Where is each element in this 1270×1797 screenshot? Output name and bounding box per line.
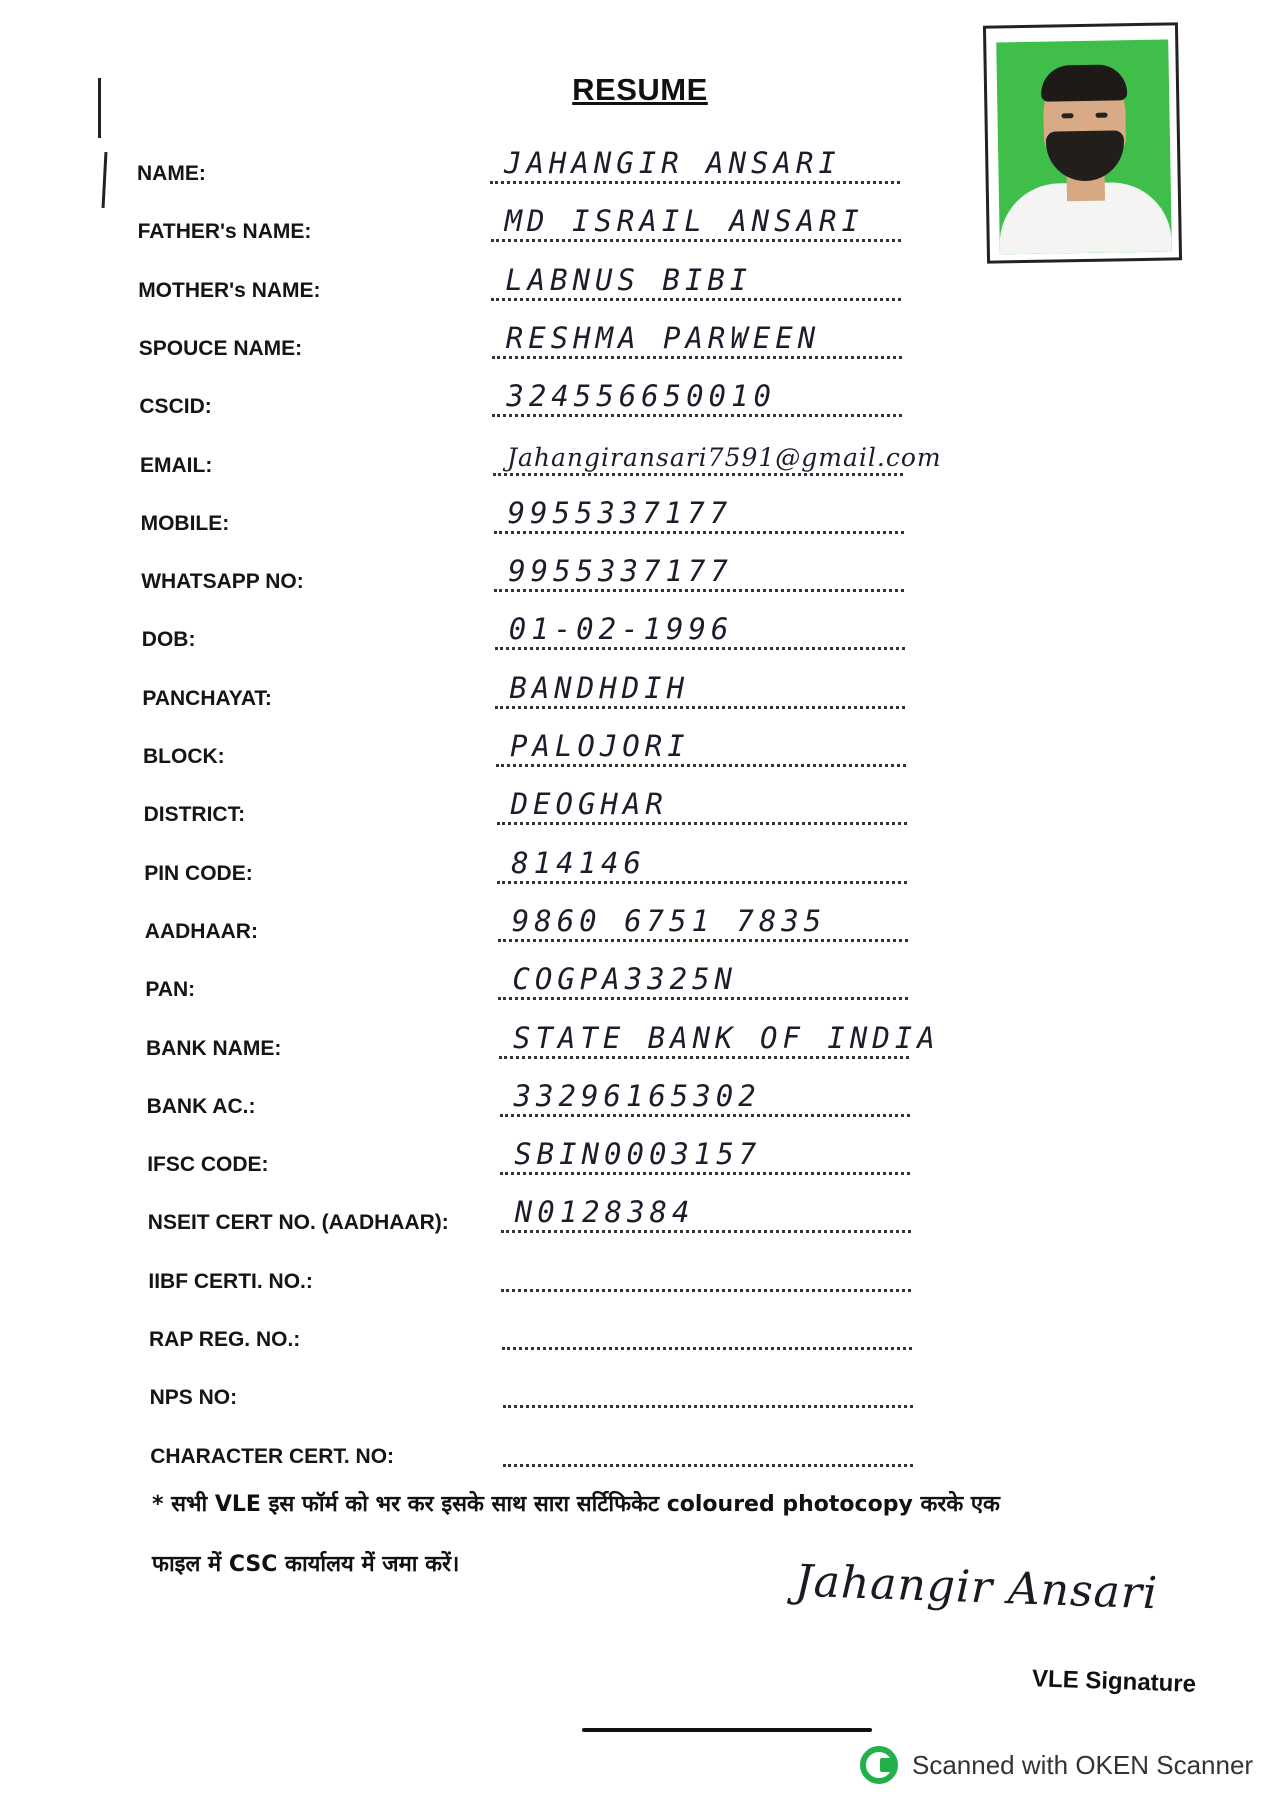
field-label: PIN CODE: (144, 861, 253, 885)
field-dotted-line (495, 706, 905, 709)
field-handwritten-value: BANDHDIH (509, 670, 690, 705)
field-dotted-line (495, 647, 905, 650)
field-label: IIBF CERTI. NO.: (148, 1269, 313, 1293)
field-dotted-line (494, 531, 904, 534)
field-handwritten-value: 9860 6751 7835 (511, 903, 827, 938)
field-handwritten-value: 33296165302 (513, 1078, 761, 1113)
form-row (140, 442, 990, 482)
form-row (143, 729, 993, 773)
bottom-rule (582, 1728, 872, 1732)
form-row (150, 1374, 1000, 1414)
field-handwritten-value: PALOJORI (510, 729, 690, 763)
field-label: DOB: (141, 628, 196, 652)
form-row (137, 146, 987, 190)
vle-signature-label: VLE Signature (1031, 1665, 1197, 1698)
margin-mark-bottom (102, 152, 108, 208)
field-handwritten-value: COGPA3325N (512, 962, 737, 997)
form-row (147, 1137, 997, 1181)
field-handwritten-value: MD ISRAIL ANSARI (504, 204, 864, 239)
form-row (144, 903, 995, 948)
field-dotted-line (502, 1347, 912, 1350)
field-dotted-line (492, 414, 902, 417)
field-dotted-line (500, 1172, 910, 1175)
form-row (142, 670, 992, 715)
field-dotted-line (493, 473, 903, 476)
field-dotted-line (500, 1114, 910, 1117)
field-handwritten-value: SBIN0003157 (514, 1137, 762, 1172)
field-label: BANK NAME: (146, 1036, 282, 1060)
field-dotted-line (491, 239, 901, 242)
instruction-note-line-1: * सभी VLE इस फॉर्म को भर कर इसके साथ सारा सर्टिफिकेट coloured photocopy करके एक (152, 1492, 1000, 1517)
field-label: DISTRICT: (143, 803, 246, 827)
form-row (146, 1020, 996, 1065)
field-handwritten-value: 324556650010 (506, 379, 776, 414)
scanner-text: Scanned with OKEN Scanner (912, 1749, 1254, 1780)
field-dotted-line (499, 1056, 909, 1059)
instruction-note-line-2: फाइल में CSC कार्यालय में जमा करें। (152, 1552, 460, 1577)
field-dotted-line (490, 181, 900, 184)
scanner-logo-icon (860, 1746, 898, 1784)
form-row (141, 554, 991, 598)
field-handwritten-value: 01-02-1996 (508, 612, 734, 647)
form-row (138, 320, 989, 365)
vle-signature-handwriting: Jahangir Ansari (794, 1555, 1159, 1620)
passport-photo (983, 22, 1182, 263)
field-label: MOBILE: (140, 511, 230, 535)
form-row (143, 787, 994, 831)
field-dotted-line (497, 822, 907, 825)
form-row (147, 1195, 998, 1239)
field-label: NAME: (137, 162, 206, 185)
field-dotted-line (498, 939, 908, 942)
form-row (149, 1316, 999, 1356)
form-row (139, 379, 989, 423)
field-label: BLOCK: (143, 745, 225, 768)
scanner-watermark (860, 1745, 1253, 1785)
field-dotted-line (501, 1230, 911, 1233)
field-dotted-line (492, 356, 902, 359)
form-row (150, 1433, 1000, 1473)
form-row (144, 845, 994, 890)
field-dotted-line (501, 1289, 911, 1292)
field-label: IFSC CODE: (147, 1153, 269, 1177)
margin-mark-top (98, 78, 101, 138)
field-label: BANK AC.: (146, 1094, 256, 1118)
field-handwritten-value: 814146 (511, 845, 646, 880)
form-row (146, 1078, 997, 1123)
field-label: NPS NO: (149, 1386, 238, 1410)
field-label: PAN: (145, 978, 196, 1002)
field-handwritten-value: JAHANGIR ANSARI (504, 146, 841, 180)
field-label: AADHAAR: (144, 919, 258, 943)
field-dotted-line (494, 589, 904, 592)
field-label: SPOUCE NAME: (138, 336, 303, 360)
form-row (140, 495, 991, 540)
field-handwritten-value: LABNUS BIBI (505, 262, 753, 297)
field-dotted-line (503, 1464, 913, 1467)
field-label: EMAIL: (140, 453, 213, 477)
field-handwritten-value: 9955337177 (508, 554, 733, 589)
field-label: CHARACTER CERT. NO: (150, 1444, 395, 1468)
field-dotted-line (498, 997, 908, 1000)
field-handwritten-value: RESHMA PARWEEN (505, 320, 821, 355)
field-dotted-line (496, 764, 906, 767)
field-label: FATHER's NAME: (137, 220, 312, 244)
photo-portrait (996, 39, 1172, 254)
field-handwritten-value: DEOGHAR (510, 787, 668, 822)
form-row (137, 204, 988, 248)
form-row (145, 962, 995, 1006)
field-label: PANCHAYAT: (142, 686, 272, 710)
field-handwritten-value: 9955337177 (507, 495, 733, 530)
field-handwritten-value: N0128384 (514, 1195, 695, 1230)
form-row (141, 612, 992, 656)
field-label: MOTHER's NAME: (138, 278, 321, 302)
field-label: CSCID: (139, 395, 212, 419)
field-handwritten-value: Jahangiransari7591@gmail.com (507, 442, 942, 472)
form-row (148, 1258, 998, 1298)
field-label: RAP REG. NO.: (149, 1328, 301, 1351)
form-row (138, 262, 988, 307)
resume-title: RESUME (572, 72, 708, 107)
field-dotted-line (491, 298, 901, 301)
field-label: WHATSAPP NO: (141, 570, 304, 594)
field-label: NSEIT CERT NO. (AADHAAR): (147, 1211, 449, 1235)
field-dotted-line (497, 881, 907, 884)
field-dotted-line (503, 1405, 913, 1408)
field-handwritten-value: STATE BANK OF INDIA (513, 1020, 940, 1055)
